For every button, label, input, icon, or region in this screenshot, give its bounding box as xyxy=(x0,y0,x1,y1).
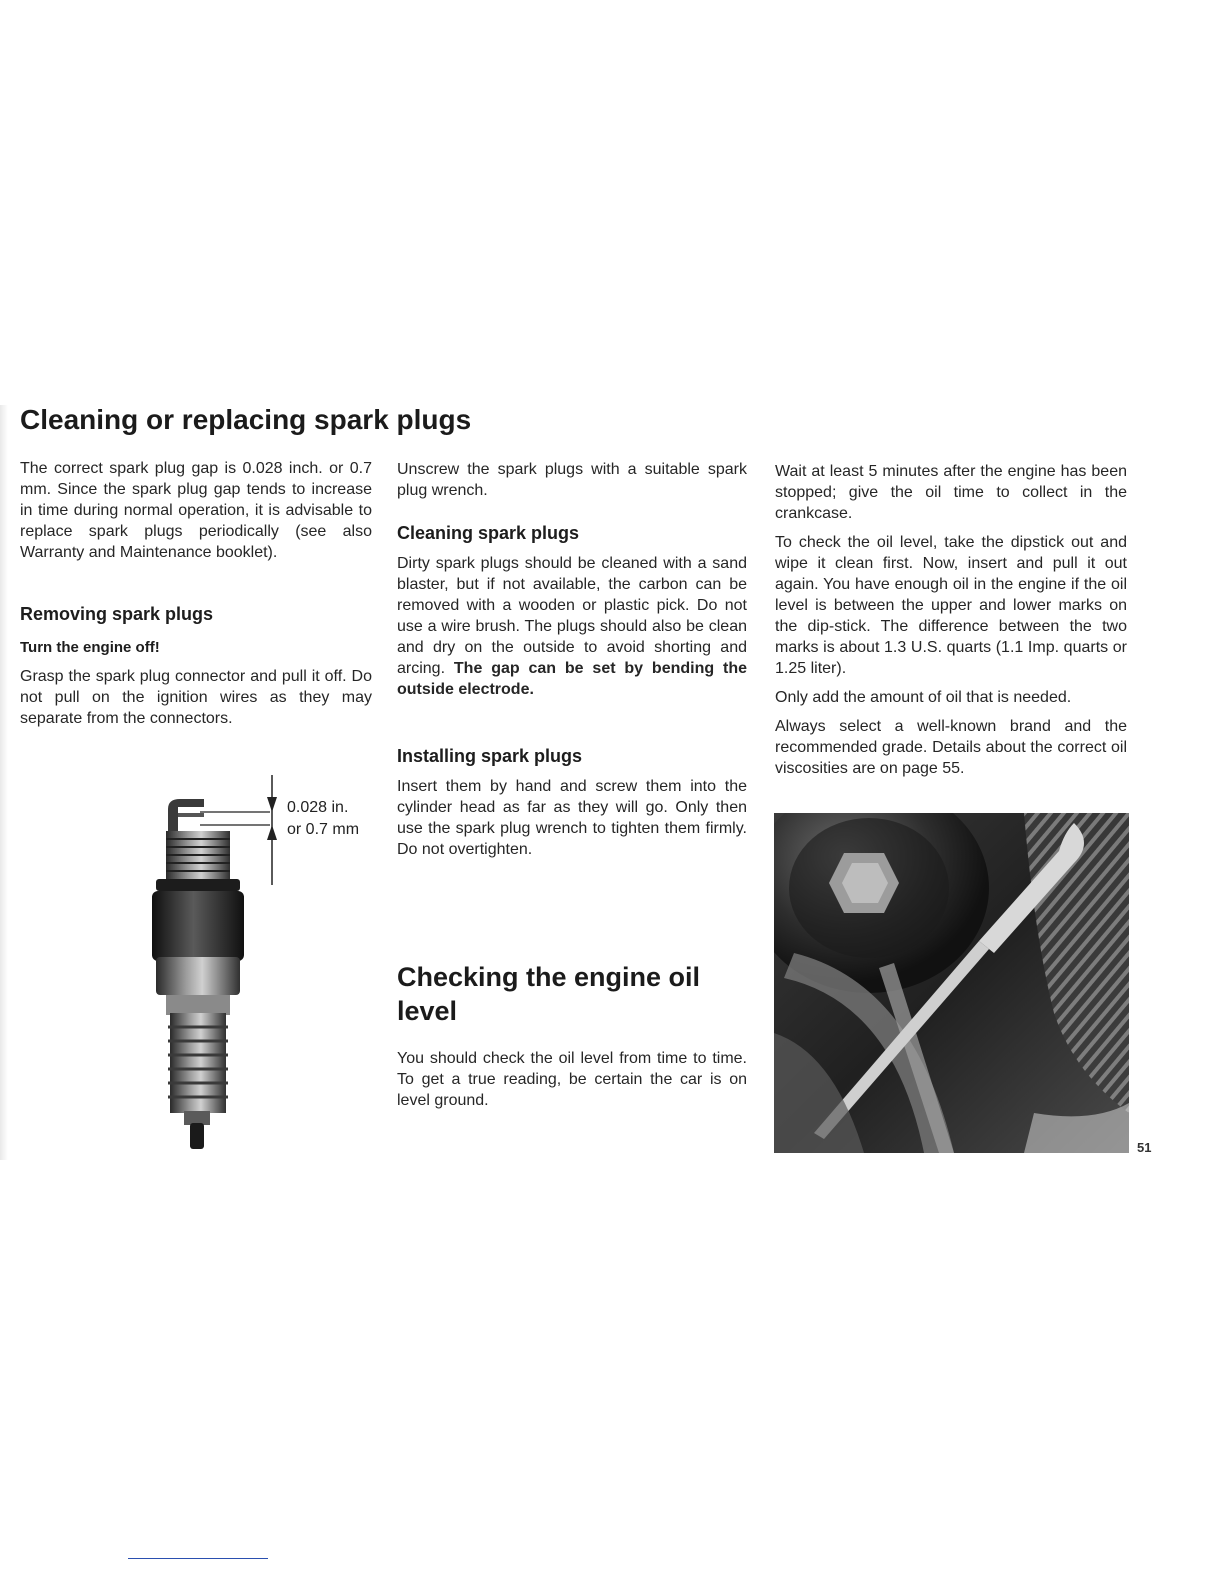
column-middle xyxy=(397,459,747,1111)
installing-heading: Installing spark plugs xyxy=(397,746,583,766)
dipstick-paragraph: To check the oil level, take the dipstick out and wipe it clean first. Now, insert and pull it out again. You have enough oil in the engine if the oil level is between the upper and lower marks on the dip-stick. The difference between the two marks is about 1.3 U.S. quarts (1.1 Imp. quarts or 1.25 liter). xyxy=(775,534,1127,677)
add-oil-paragraph: Only add the amount of oil that is needed. xyxy=(775,689,1072,706)
page-edge-shadow xyxy=(0,405,8,1160)
gap-dimension-label xyxy=(287,797,359,841)
intro-paragraph: The correct spark plug gap is 0.028 inch. or 0.7 mm. Since the spark plug gap tends to increase in time during normal operation, it is advisable to replace spark plugs periodically (see also Warranty and Maintenance booklet). xyxy=(20,460,372,561)
gap-inches: 0.028 in. xyxy=(287,799,349,816)
cleaning-paragraph xyxy=(397,553,747,700)
turn-off-warning: Turn the engine off! xyxy=(20,639,160,656)
cleaning-bold-note: The gap can be set by bending the outside electrode. xyxy=(397,660,747,698)
removing-heading: Removing spark plugs xyxy=(20,604,214,624)
page-title: Cleaning or replacing spark plugs xyxy=(20,404,472,435)
removing-paragraph: Grasp the spark plug connector and pull it off. Do not pull on the ignition wires as they may separate from the connectors. xyxy=(20,668,372,727)
wait-paragraph: Wait at least 5 minutes after the engine has been stopped; give the oil time to collect in the crankcase. xyxy=(775,463,1127,522)
cleaning-text: Dirty spark plugs should be cleaned with a sand blaster, but if not available, the carbon can be removed with a wooden or plastic pick. Do not use a wire brush. The plugs should also be clean and dry on the outside to avoid shorting and arcing. xyxy=(397,555,747,677)
gap-millimeters: or 0.7 mm xyxy=(287,821,360,838)
unscrew-paragraph: Unscrew the spark plugs with a suitable spark plug wrench. xyxy=(397,461,747,499)
engine-dipstick-photo xyxy=(774,813,1129,1153)
oil-intro-paragraph: You should check the oil level from time to time. To get a true reading, be certain the car is on level ground. xyxy=(397,1050,747,1109)
oil-section-heading: Checking the engine oil level xyxy=(397,962,701,1026)
brand-paragraph: Always select a well-known brand and the recommended grade. Details about the correct oil viscosities are on page 55. xyxy=(775,718,1127,777)
page-number: 51 xyxy=(1137,1140,1152,1155)
cleaning-heading: Cleaning spark plugs xyxy=(397,523,580,543)
bottom-rule xyxy=(128,1558,268,1559)
column-right xyxy=(775,461,1127,779)
installing-paragraph: Insert them by hand and screw them into the cylinder head as far as they will go. Only then use the spark plug wrench to tighten them firmly. Do not overtighten. xyxy=(397,778,747,858)
column-left xyxy=(20,458,372,729)
